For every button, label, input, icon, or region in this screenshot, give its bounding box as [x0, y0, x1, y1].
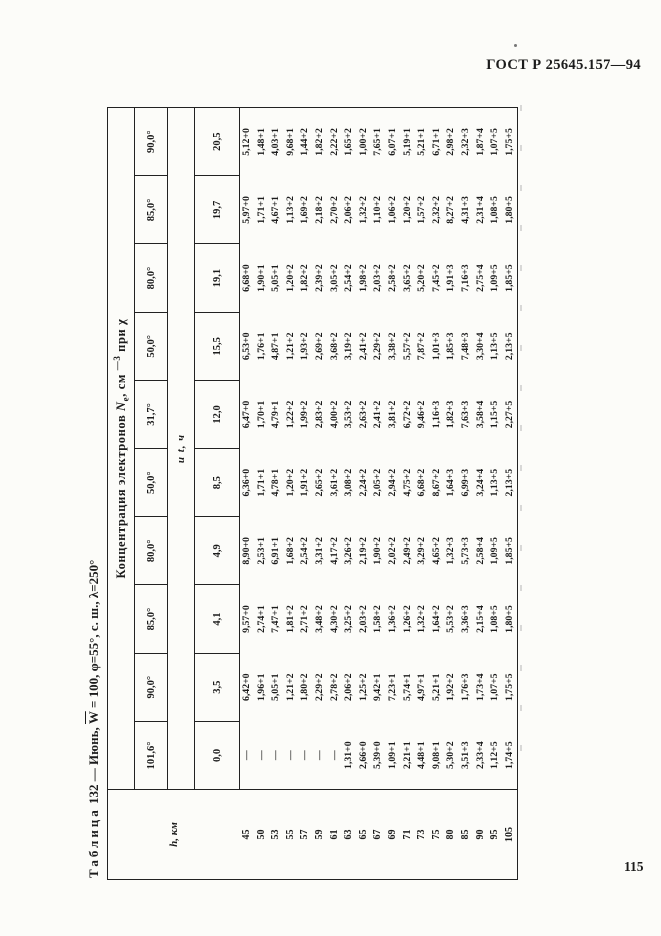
- cell-value: 2,32+3: [460, 128, 471, 156]
- cell-value: 4,48+1: [416, 741, 428, 769]
- cell-value: —: [299, 750, 311, 761]
- t-header: 19,7: [195, 176, 240, 244]
- cell-value: 7,45+2: [430, 264, 442, 292]
- cell-value: 2,29+2: [372, 332, 384, 361]
- table-row: [240, 108, 255, 880]
- cell-value: 2,33+4: [474, 741, 486, 769]
- ne-header-mid: , см: [113, 370, 128, 397]
- h-column-header: [108, 790, 240, 880]
- cell-value: 3,24+4: [474, 468, 486, 497]
- cell-value: 2,27+5: [503, 400, 515, 429]
- cell-value: 6,91+1: [270, 537, 282, 565]
- cell-value: 1,26+2: [401, 605, 413, 633]
- cell-value: 4,75+2: [401, 468, 413, 497]
- cell-value: 2,65+2: [314, 468, 326, 497]
- cell-value: 2,75+4: [474, 264, 486, 292]
- cell-value: 1,99+2: [299, 400, 311, 429]
- cell-value: 1,82+2: [314, 128, 326, 156]
- row-h-value: 90: [474, 790, 489, 880]
- ne-symbol: N: [113, 401, 128, 411]
- cell-value: 1,90+1: [255, 264, 267, 292]
- cell-value: 1,32+2: [416, 605, 428, 633]
- cell-value: 1,01+3: [430, 332, 442, 361]
- cell-value: 5,30+2: [445, 741, 457, 769]
- cell-value: 2,22+2: [328, 128, 340, 156]
- cell-value: 6,68+0: [241, 264, 253, 292]
- cell-value: 8,67+2: [430, 468, 442, 497]
- cell-value: 2,94+2: [387, 468, 399, 497]
- cell-value: 5,12+0: [241, 128, 253, 156]
- cell-value: 2,41+2: [357, 332, 369, 361]
- cell-value: 2,98+2: [445, 128, 457, 156]
- cell-value: 1,96+1: [255, 673, 267, 702]
- table-row: [415, 108, 430, 880]
- cell-value: 5,05+1: [270, 264, 282, 292]
- cell-value: 3,58+4: [474, 400, 486, 429]
- cell-value: 1,32+2: [357, 196, 369, 224]
- table-row: [342, 108, 357, 880]
- cell-value: 1,08+5: [489, 605, 501, 633]
- cell-value: 2,54+2: [299, 537, 311, 565]
- cell-value: —: [328, 750, 340, 761]
- cell-value: 1,82+2: [299, 264, 311, 292]
- table-row: [459, 108, 474, 880]
- row-h-value: 53: [269, 790, 284, 880]
- cell-value: 2,02+2: [387, 537, 399, 565]
- cell-value: 3,51+3: [460, 741, 471, 769]
- t-header: 3,5: [195, 653, 240, 721]
- table-header: [108, 108, 240, 880]
- ne-header: [108, 108, 135, 790]
- chi-header: 101,6°: [135, 721, 168, 789]
- cell-value: 1,09+1: [387, 741, 399, 769]
- cell-value: 1,13+2: [284, 196, 296, 224]
- cell-value: 3,05+2: [328, 264, 340, 292]
- cell-value: 2,58+2: [387, 264, 399, 292]
- cell-value: 1,98+2: [357, 264, 369, 292]
- t-header-row: [195, 108, 240, 880]
- ne-subscript: e: [120, 396, 131, 402]
- cell-value: 9,42+1: [372, 673, 384, 702]
- cell-value: 2,18+2: [314, 196, 326, 224]
- chi-header: 80,0°: [135, 244, 168, 312]
- t-header: 12,0: [195, 380, 240, 448]
- ne-exponent: —3: [111, 355, 122, 371]
- cell-value: 1,90+2: [372, 537, 384, 565]
- cell-value: 9,68+1: [284, 128, 296, 156]
- cell-value: 2,53+1: [255, 537, 267, 565]
- cell-value: 3,29+2: [416, 537, 428, 565]
- cell-value: 1,48+1: [255, 128, 267, 156]
- table-row: [313, 108, 328, 880]
- cell-value: 1,20+2: [284, 264, 296, 292]
- cell-value: 2,29+2: [314, 673, 326, 702]
- cell-value: 5,97+0: [241, 196, 253, 224]
- table-row: [371, 108, 386, 880]
- page-number: 115: [624, 859, 644, 874]
- cell-value: 1,76+1: [255, 332, 267, 361]
- cell-value: 6,68+2: [416, 468, 428, 497]
- cell-value: 3,81+2: [387, 400, 399, 429]
- cell-value: 4,79+1: [270, 400, 282, 429]
- table-row: [503, 108, 518, 880]
- cell-value: 7,48+3: [460, 332, 471, 361]
- cell-value: 1,91+3: [445, 264, 457, 292]
- cell-value: 1,85+5: [503, 264, 515, 292]
- cell-value: 8,90+0: [241, 537, 253, 565]
- row-h-value: 69: [386, 790, 401, 880]
- cell-value: 5,39+0: [372, 741, 384, 769]
- rotated-table-block: [83, 105, 513, 880]
- table-row: [357, 108, 372, 880]
- cell-value: 7,65+1: [372, 128, 384, 156]
- chi-header: 31,7°: [135, 380, 168, 448]
- cell-value: 3,08+2: [343, 468, 355, 497]
- cell-value: 6,72+2: [401, 400, 413, 429]
- cell-value: 1,82+3: [445, 400, 457, 429]
- cell-value: 1,00+2: [357, 128, 369, 156]
- cell-value: 4,87+1: [270, 332, 282, 361]
- scan-speck: [514, 44, 517, 47]
- table-row: [386, 108, 401, 880]
- cell-value: 5,05+1: [270, 673, 282, 702]
- cell-value: 2,13+5: [503, 332, 515, 361]
- cell-value: 2,74+1: [255, 605, 267, 633]
- cell-value: 1,81+2: [284, 605, 296, 633]
- cell-value: 2,69+2: [314, 332, 326, 361]
- row-h-value: 71: [401, 790, 416, 880]
- cell-value: 1,73+4: [474, 673, 486, 702]
- cell-value: 2,03+2: [372, 264, 384, 292]
- cell-value: 5,20+2: [416, 264, 428, 292]
- table-row: [298, 108, 313, 880]
- cell-value: 3,38+2: [387, 332, 399, 361]
- cell-value: 1,75+5: [503, 128, 515, 156]
- row-h-value: 85: [459, 790, 474, 880]
- cell-value: 1,20+2: [401, 196, 413, 224]
- cell-value: 1,80+5: [503, 196, 515, 224]
- cell-value: 1,58+2: [372, 605, 384, 633]
- cell-value: 2,31+4: [474, 196, 486, 224]
- t-header: 8,5: [195, 449, 240, 517]
- cell-value: 1,69+2: [299, 196, 311, 224]
- data-table: [107, 107, 518, 880]
- cell-value: 1,91+2: [299, 468, 311, 497]
- cell-value: 1,80+5: [503, 605, 515, 633]
- chi-header-row: [135, 108, 168, 880]
- cell-value: 1,32+3: [445, 537, 457, 565]
- cell-value: 1,76+3: [460, 673, 471, 702]
- cell-value: 4,67+1: [270, 196, 282, 224]
- cell-value: 3,65+2: [401, 264, 413, 292]
- cell-value: 8,27+2: [445, 196, 457, 224]
- cell-value: 6,99+3: [460, 468, 471, 497]
- cell-value: 1,22+2: [284, 400, 296, 429]
- table-row: [269, 108, 284, 880]
- table-row: [284, 108, 299, 880]
- t-header: 19,1: [195, 244, 240, 312]
- cell-value: 3,61+2: [328, 468, 340, 497]
- chi-header: 85,0°: [135, 176, 168, 244]
- row-h-value: 67: [371, 790, 386, 880]
- table-row: [488, 108, 503, 880]
- cell-value: 1,07+5: [489, 128, 501, 156]
- cell-value: 1,31+0: [343, 741, 355, 769]
- row-h-value: 55: [284, 790, 299, 880]
- table-row: [328, 108, 343, 880]
- cell-value: 3,48+2: [314, 605, 326, 633]
- cell-value: 1,85+5: [503, 537, 515, 565]
- cell-value: —: [270, 750, 282, 761]
- cell-value: 2,63+2: [357, 400, 369, 429]
- cell-value: 4,78+1: [270, 468, 282, 497]
- cell-value: —: [241, 750, 253, 761]
- cell-value: 1,09+5: [489, 264, 501, 292]
- t-header: 4,1: [195, 585, 240, 653]
- cell-value: 5,21+1: [416, 128, 428, 156]
- cell-value: 2,71+2: [299, 605, 311, 633]
- cell-value: 1,75+5: [503, 673, 515, 702]
- row-h-value: 57: [298, 790, 313, 880]
- cell-value: 2,83+2: [314, 400, 326, 429]
- cell-value: —: [314, 750, 326, 761]
- cell-value: 4,31+3: [460, 196, 471, 224]
- cell-value: 1,13+5: [489, 468, 501, 497]
- chi-header: 90,0°: [135, 653, 168, 721]
- cell-value: 2,06+2: [343, 673, 355, 702]
- cell-value: 1,64+3: [445, 468, 457, 497]
- cell-value: 3,30+4: [474, 332, 486, 361]
- row-h-value: 59: [313, 790, 328, 880]
- row-h-value: 65: [357, 790, 372, 880]
- cell-value: 4,03+1: [270, 128, 282, 156]
- cell-value: 4,97+1: [416, 673, 428, 702]
- row-h-value: 105: [503, 790, 518, 880]
- t-header: 20,5: [195, 108, 240, 176]
- cell-value: 9,57+0: [241, 605, 253, 633]
- ne-header-suffix: при χ: [113, 318, 128, 356]
- cell-value: 1,65+2: [343, 128, 355, 156]
- cell-value: 4,17+2: [328, 537, 340, 565]
- cell-value: 1,15+5: [489, 400, 501, 429]
- cell-value: 1,13+5: [489, 332, 501, 361]
- cell-value: 2,78+2: [328, 673, 340, 702]
- cell-value: 1,20+2: [284, 468, 296, 497]
- cell-value: 1,06+2: [387, 196, 399, 224]
- cell-value: 2,49+2: [401, 537, 413, 565]
- cell-value: 2,15+4: [474, 605, 486, 633]
- row-h-value: 80: [444, 790, 459, 880]
- cell-value: 1,09+5: [489, 537, 501, 565]
- cell-value: 7,16+3: [460, 264, 471, 292]
- cell-value: 3,53+2: [343, 400, 355, 429]
- table-row: [444, 108, 459, 880]
- cell-value: 5,73+3: [460, 537, 471, 565]
- cell-value: 1,71+1: [255, 196, 267, 224]
- cell-value: 1,64+2: [430, 605, 442, 633]
- cell-value: 1,74+5: [503, 741, 515, 769]
- cell-value: 6,47+0: [241, 400, 253, 429]
- cell-value: 1,07+5: [489, 673, 501, 702]
- cell-value: 2,24+2: [357, 468, 369, 497]
- t-header: 4,9: [195, 517, 240, 585]
- row-h-value: 50: [255, 790, 270, 880]
- cell-value: 4,30+2: [328, 605, 340, 633]
- cell-value: 5,57+2: [401, 332, 413, 361]
- cell-value: 7,63+3: [460, 400, 471, 429]
- cell-value: 2,05+2: [372, 468, 384, 497]
- cell-value: 2,21+1: [401, 741, 413, 769]
- t-header: 15,5: [195, 312, 240, 380]
- table-row: [474, 108, 489, 880]
- cell-value: 2,41+2: [372, 400, 384, 429]
- cell-value: 6,36+0: [241, 468, 253, 497]
- t-header: 0,0: [195, 721, 240, 789]
- cell-value: 2,58+4: [474, 537, 486, 565]
- table-title-w-overline: $\overline{W}$: [86, 711, 101, 725]
- doc-code: ГОСТ Р 25645.157—94: [486, 57, 641, 73]
- cell-value: 1,10+2: [372, 196, 384, 224]
- row-h-value: 63: [342, 790, 357, 880]
- cell-value: 1,21+2: [284, 332, 296, 361]
- cell-value: 5,21+1: [430, 673, 442, 702]
- cell-value: 7,87+2: [416, 332, 428, 361]
- table-title: [83, 560, 105, 878]
- cell-value: 2,32+2: [430, 196, 442, 224]
- table-row: [255, 108, 270, 880]
- cell-value: 2,03+2: [357, 605, 369, 633]
- table-title-rest: = 100, φ=55°, с. ш., λ=250°: [86, 559, 101, 712]
- row-h-value: 73: [415, 790, 430, 880]
- cell-value: 1,12+5: [489, 741, 501, 769]
- ne-header-prefix: Концентрация электронов: [113, 410, 128, 579]
- cell-value: 1,92+2: [445, 673, 457, 702]
- table-row: [430, 108, 445, 880]
- cell-value: 1,21+2: [284, 673, 296, 702]
- cell-value: 6,53+0: [241, 332, 253, 361]
- cell-value: 9,08+1: [430, 741, 442, 769]
- cell-value: 3,19+2: [343, 332, 355, 361]
- cell-value: 5,74+1: [401, 673, 413, 702]
- cell-value: 6,07+1: [387, 128, 399, 156]
- cell-value: 1,70+1: [255, 400, 267, 429]
- cell-value: 1,80+2: [299, 673, 311, 702]
- cell-value: —: [255, 750, 267, 761]
- cell-value: 3,68+2: [328, 332, 340, 361]
- chi-header: 50,0°: [135, 449, 168, 517]
- chi-header: 85,0°: [135, 585, 168, 653]
- cell-value: 7,47+1: [270, 605, 282, 633]
- cell-value: 2,66+0: [357, 741, 369, 769]
- cell-value: 1,36+2: [387, 605, 399, 633]
- row-h-value: 61: [328, 790, 343, 880]
- t-span-header: и t, ч: [168, 108, 195, 790]
- cell-value: 7,23+1: [387, 673, 399, 702]
- cell-value: 3,36+3: [460, 605, 471, 633]
- cell-value: 1,25+2: [357, 673, 369, 702]
- cell-value: 2,54+2: [343, 264, 355, 292]
- chi-header: 50,0°: [135, 312, 168, 380]
- cell-value: 4,65+2: [430, 537, 442, 565]
- cell-value: 1,85+3: [445, 332, 457, 361]
- cell-value: 3,31+2: [314, 537, 326, 565]
- cell-value: 1,57+2: [416, 196, 428, 224]
- page-edge-marks: [520, 105, 522, 785]
- cell-value: 2,39+2: [314, 264, 326, 292]
- cell-value: 1,71+1: [255, 468, 267, 497]
- row-h-value: 45: [240, 790, 255, 880]
- cell-value: 2,19+2: [357, 537, 369, 565]
- cell-value: 1,08+5: [489, 196, 501, 224]
- cell-value: 5,53+2: [445, 605, 457, 633]
- table-body: [240, 108, 518, 880]
- cell-value: 6,71+1: [430, 128, 442, 156]
- cell-value: 5,19+1: [401, 128, 413, 156]
- cell-value: 6,42+0: [241, 673, 253, 702]
- chi-header: 90,0°: [135, 108, 168, 176]
- cell-value: 3,25+2: [343, 605, 355, 633]
- row-h-value: 95: [488, 790, 503, 880]
- table-title-word: Таблица: [86, 807, 101, 878]
- table-title-mid: 132 — Июнь,: [86, 724, 101, 808]
- cell-value: 1,44+2: [299, 128, 311, 156]
- table-row: [401, 108, 416, 880]
- cell-value: 2,06+2: [343, 196, 355, 224]
- cell-value: 4,00+2: [328, 400, 340, 429]
- cell-value: 1,68+2: [284, 537, 296, 565]
- cell-value: 2,70+2: [328, 196, 340, 224]
- cell-value: 1,16+3: [430, 400, 442, 429]
- cell-value: 1,87+4: [474, 128, 486, 156]
- cell-value: —: [284, 750, 296, 761]
- cell-value: 1,93+2: [299, 332, 311, 361]
- h-column-label: h, км: [167, 822, 180, 847]
- cell-value: 3,26+2: [343, 537, 355, 565]
- cell-value: 2,13+5: [503, 468, 515, 497]
- row-h-value: 75: [430, 790, 445, 880]
- cell-value: 9,46+2: [416, 400, 428, 429]
- chi-header: 80,0°: [135, 517, 168, 585]
